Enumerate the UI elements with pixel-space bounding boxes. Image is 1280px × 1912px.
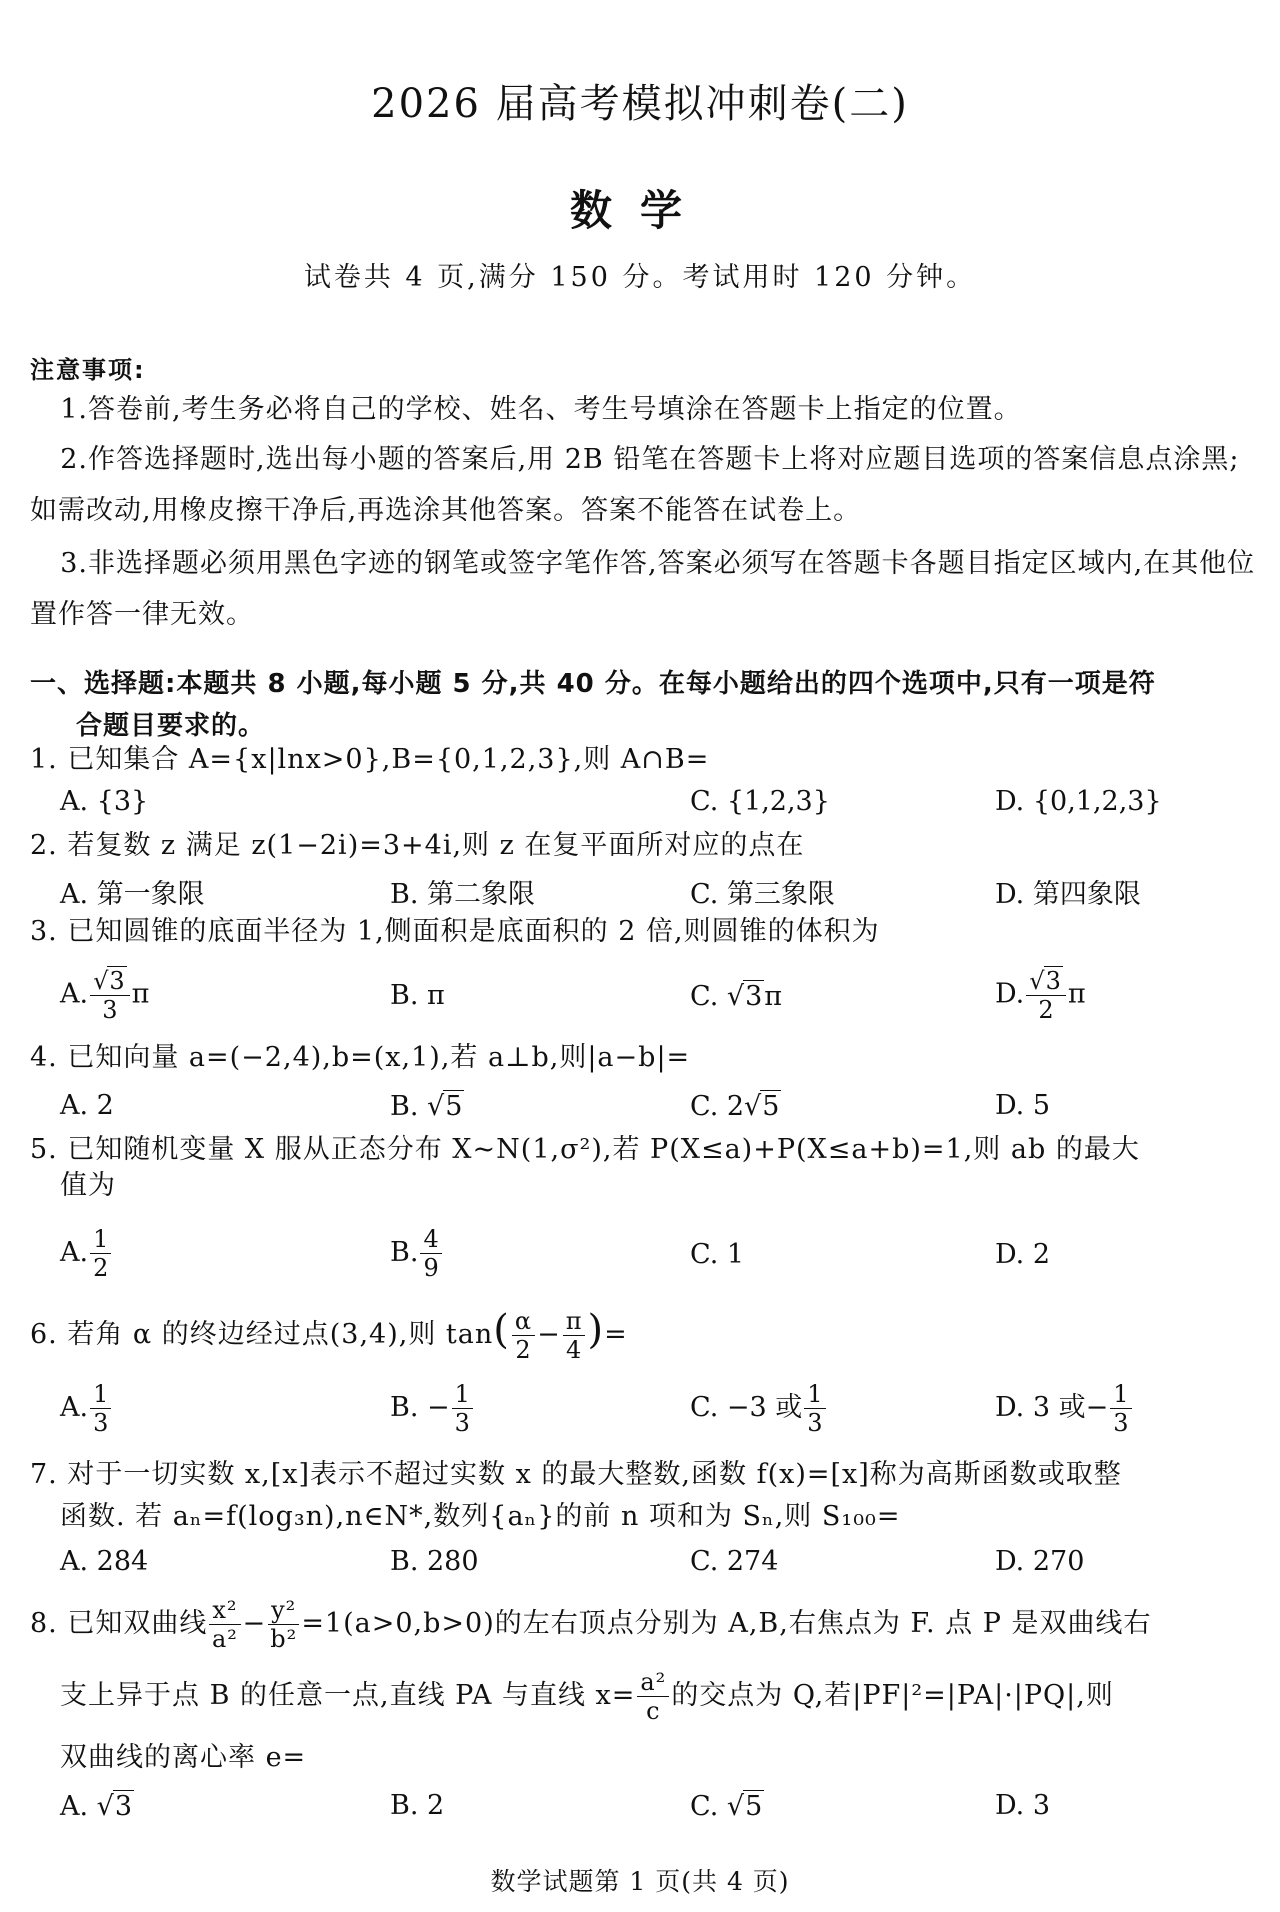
q5-option-c: C. 1 [690,1239,745,1270]
question-8-stem-line1: 8. 已知双曲线 $\frac{\text{x²}}{\text{a²}}$ − $\frac{\text{y²}}{\text{b²}}$ =1(a>0,b>0)的左右顶点分别为 A,B,右焦点为 F. 点 P 是双曲线右 [30,1596,1152,1653]
question-8-options [60,1790,1260,1834]
section-heading: 一、选择题:本题共 8 小题,每小题 5 分,共 40 分。在每小题给出的四个选项中,只有一项是符 合题目要求的。 [30,669,1156,741]
q1-option-a: A. {3} [60,786,149,817]
q5-option-b: B. $\frac{4}{9}$ [390,1225,444,1282]
question-5-options [60,1225,1260,1287]
q6-option-d: D. 3 或− $\frac{1}{3}$ [995,1380,1134,1437]
q6-option-a: A. $\frac{1}{3}$ [60,1380,113,1437]
q3-option-c: C. √3π [690,981,783,1012]
question-1-stem: 1. 已知集合 A={x|lnx>0},B={0,1,2,3},则 A∩B= [30,744,710,775]
q3-option-b: B. π [390,980,445,1011]
note-1: 1.答卷前,考生务必将自己的学校、姓名、考生号填涂在答题卡上指定的位置。 [60,394,1022,425]
q8-option-c: C. √5 [690,1791,763,1822]
q2-option-a: A. 第一象限 [60,879,205,910]
question-5-stem: 5. 已知随机变量 X 服从正态分布 X~N(1,σ²),若 P(X≤a)+P(X≤a+b)=1,则 ab 的最大 值为 [30,1134,1140,1201]
exam-info: 试卷共 4 页,满分 150 分。考试用时 120 分钟。 [303,262,977,293]
q7-option-d: D. 270 [995,1546,1085,1577]
q6-option-c: C. −3 或 $\frac{1}{3}$ [690,1380,828,1437]
q4-option-d: D. 5 [995,1090,1051,1121]
note-3: 3.非选择题必须用黑色字迹的钢笔或签字笔作答,答案必须写在答题卡各题目指定区域内,在其他位置作答一律无效。 [30,548,1256,630]
q7-option-c: C. 274 [690,1546,779,1577]
question-8-stem-line3: 双曲线的离心率 e= [60,1742,307,1773]
question-2-options [60,872,1260,916]
q3-option-d: D. $\frac{√3}{2}$ π [995,967,1086,1024]
question-4-options [60,1090,1260,1134]
note-2: 2.作答选择题时,选出每小题的答案后,用 2B 铅笔在答题卡上将对应题目选项的答案信息点涂黑;如需改动,用橡皮擦干净后,再选涂其他答案。答案不能答在试卷上。 [30,444,1240,526]
question-6-stem: 6. 若角 α 的终边经过点(3,4),则 tan( $\frac{\alpha}{2}$ − $\frac{\pi}{4}$ )= [30,1307,628,1364]
q7-option-a: A. 284 [60,1546,149,1577]
question-3-options [60,966,1260,1028]
q1-option-d: D. {0,1,2,3} [995,786,1162,817]
page-footer: 数学试题第 1 页(共 4 页) [490,1867,790,1896]
question-7-options [60,1546,1260,1590]
q6-option-b: B. − $\frac{1}{3}$ [390,1380,475,1437]
question-4-stem: 4. 已知向量 a=(−2,4),b=(x,1),若 a⊥b,则|a−b|= [30,1042,691,1073]
q4-option-a: A. 2 [60,1090,114,1121]
question-6-options [60,1380,1260,1442]
q4-option-b: B. √5 [390,1091,463,1122]
question-1-options [60,786,1260,830]
question-2-stem: 2. 若复数 z 满足 z(1−2i)=3+4i,则 z 在复平面所对应的点在 [30,830,805,861]
notes-heading: 注意事项: [30,356,146,384]
q2-option-d: D. 第四象限 [995,879,1141,910]
question-3-stem: 3. 已知圆锥的底面半径为 1,侧面积是底面积的 2 倍,则圆锥的体积为 [30,916,880,947]
q4-option-c: C. 2√5 [690,1091,780,1122]
q8-option-d: D. 3 [995,1790,1051,1821]
q8-option-a: A. √3 [60,1791,133,1822]
q7-option-b: B. 280 [390,1546,479,1577]
q2-option-c: C. 第三象限 [690,879,835,910]
subject-title: 数学 [569,186,710,235]
q5-option-a: A. $\frac{1}{2}$ [60,1225,113,1282]
q2-option-b: B. 第二象限 [390,879,536,910]
q5-option-d: D. 2 [995,1239,1051,1270]
question-7-stem: 7. 对于一切实数 x,[x]表示不超过实数 x 的最大整数,函数 f(x)=[x]称为高斯函数或取整 函数. 若 aₙ=f(log₃n),n∈N*,数列{aₙ}的前 n 项和为 Sₙ,则 S₁₀₀= [30,1459,1122,1532]
exam-title: 2026 届高考模拟冲刺卷(二) [371,81,909,127]
q3-option-a: A. $\frac{√3}{3}$ π [60,967,150,1024]
question-8-stem-line2: 支上异于点 B 的任意一点,直线 PA 与直线 x= $\frac{\text{a²}}{c}$ 的交点为 Q,若|PF|²=|PA|·|PQ|,则 [60,1668,1114,1725]
q1-option-c: C. {1,2,3} [690,786,830,817]
q8-option-b: B. 2 [390,1790,445,1821]
